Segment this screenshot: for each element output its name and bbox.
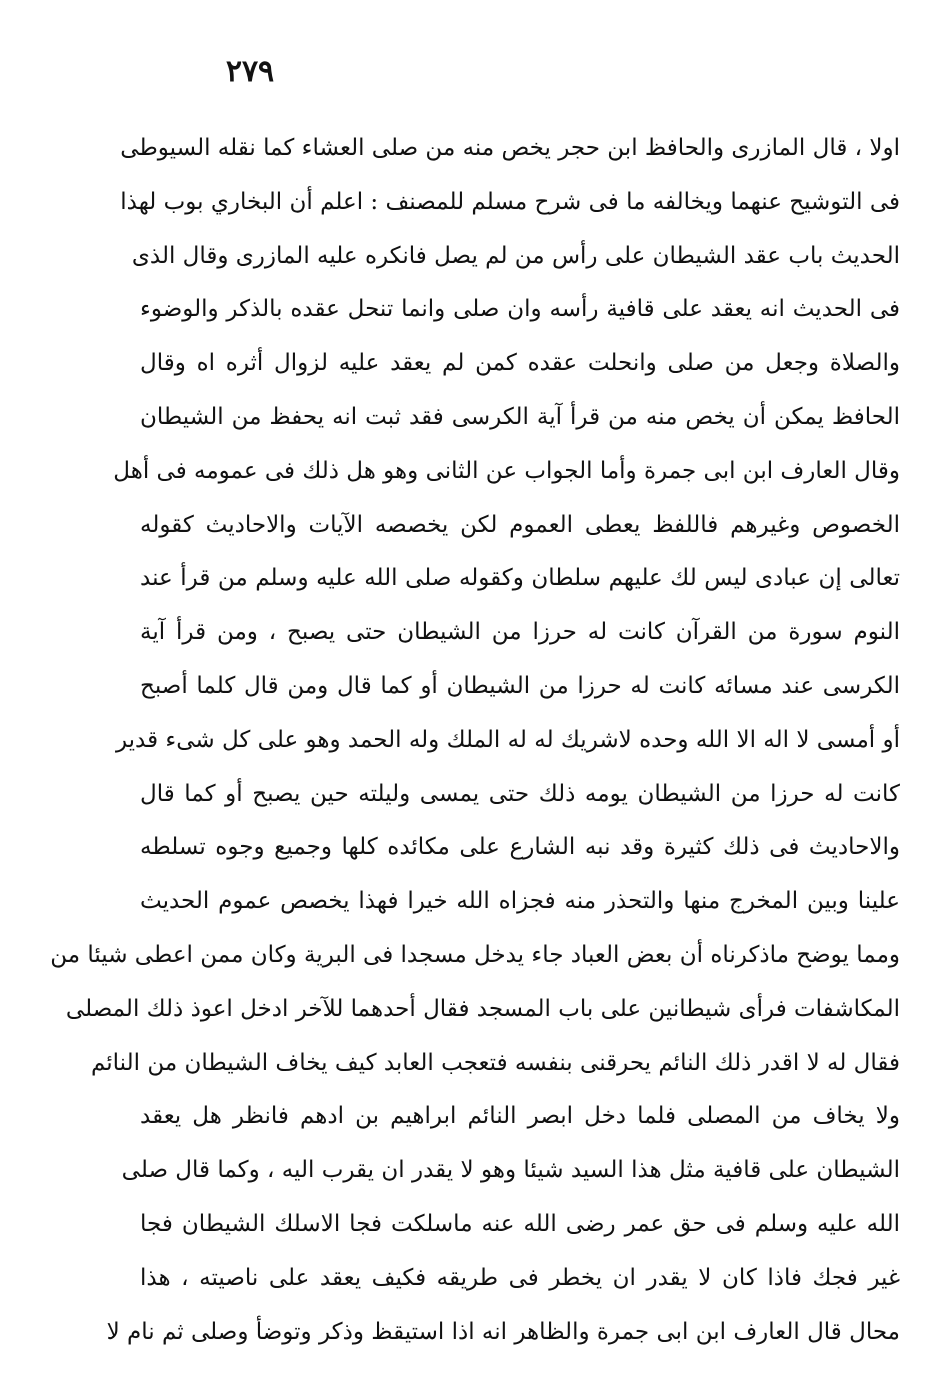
text-line: وقال العارف ابن ابى جمرة وأما الجواب عن الثانى وهو هل ذلك فى عمومه فى أهل (113, 457, 900, 484)
text-line: المكاشفات فرأى شيطانين على باب المسجد فقال أحدهما للآخر ادخل اعوذ ذلك المصلى (65, 995, 900, 1022)
text-line: الله عليه وسلم فى حق عمر رضى الله عنه ماسلكت فجا الاسلك الشيطان فجا (140, 1210, 900, 1237)
text-line: الحديث باب عقد الشيطان على رأس من لم يصل فانكره عليه المازرى وقال الذى (131, 242, 900, 269)
text-line: الكرسى عند مسائه كانت له حرزا من الشيطان أو كما قال ومن قال كلما أصبح (140, 672, 900, 699)
text-line: فى الحديث انه يعقد على قافية رأسه وان صلى وانما تنحل عقده بالذكر والوضوء (140, 296, 900, 323)
text-line: اولا ، قال المازرى والحافظ ابن حجر يخص منه من صلى العشاء كما نقله السيوطى (120, 135, 900, 161)
text-line: الخصوص وغيرهم فاللفظ يعطى العموم لكن يخصصه الآيات والاحاديث كقوله (140, 511, 900, 538)
text-line: كانت له حرزا من الشيطان يومه ذلك حتى يمسى وليلته حين يصبح أو كما قال (140, 780, 900, 807)
text-line: الشيطان على قافية مثل هذا السيد شيئا وهو لا يقدر ان يقرب اليه ، وكما قال صلى (121, 1157, 900, 1184)
text-line: فقال له لا اقدر ذلك النائم يحرقنى بنفسه فتعجب العابد كيف يخاف الشيطان من النائم (90, 1049, 900, 1076)
body-text (50, 122, 900, 1359)
text-line: أو أمسى لا اله الا الله وحده لاشريك له له الملك وله الحمد وهو على كل شىء قدير (115, 726, 900, 753)
text-line: ومما يوضح ماذكرناه أن بعض العباد جاء يدخل مسجدا فى البرية وكان ممن اعطى شيئا من (50, 941, 900, 968)
text-line: علينا وبين المخرج منها والتحذر منه فجزاه الله خيرا فهذا يخصص عموم الحديث (140, 888, 900, 915)
page-number: ٢٧٩ (225, 54, 275, 89)
text-line: ولا يخاف من المصلى فلما دخل ابصر النائم ابراهيم بن ادهم فانظر هل يعقد (140, 1103, 900, 1130)
text-line: النوم سورة من القرآن كانت له حرزا من الشيطان حتى يصبح ، ومن قرأ آية (140, 619, 900, 646)
text-line: محال قال العارف ابن ابى جمرة والظاهر انه اذا استيقظ وذكر وتوضأ وصلى ثم نام لا (106, 1318, 900, 1345)
text-line: والاحاديث فى ذلك كثيرة وقد نبه الشارع على مكائده كلها وجميع وجوه تسلطه (140, 834, 900, 861)
text-line: الحافظ يمكن أن يخص منه من قرأ آية الكرسى فقد ثبت انه يحفظ من الشيطان (140, 403, 900, 430)
text-line: والصلاة وجعل من صلى وانحلت عقده كمن لم يعقد عليه لزوال أثره اه وقال (140, 350, 900, 377)
text-line: فى التوشيح عنهما ويخالفه ما فى شرح مسلم للمصنف : اعلم أن البخاري بوب لهذا (120, 188, 900, 215)
text-line: تعالى إن عبادى ليس لك عليهم سلطان وكقوله صلى الله عليه وسلم من قرأ عند (140, 565, 900, 592)
text-line: غير فجك فاذا كان لا يقدر ان يخطر فى طريقه فكيف يعقد على ناصيته ، هذا (140, 1264, 900, 1291)
